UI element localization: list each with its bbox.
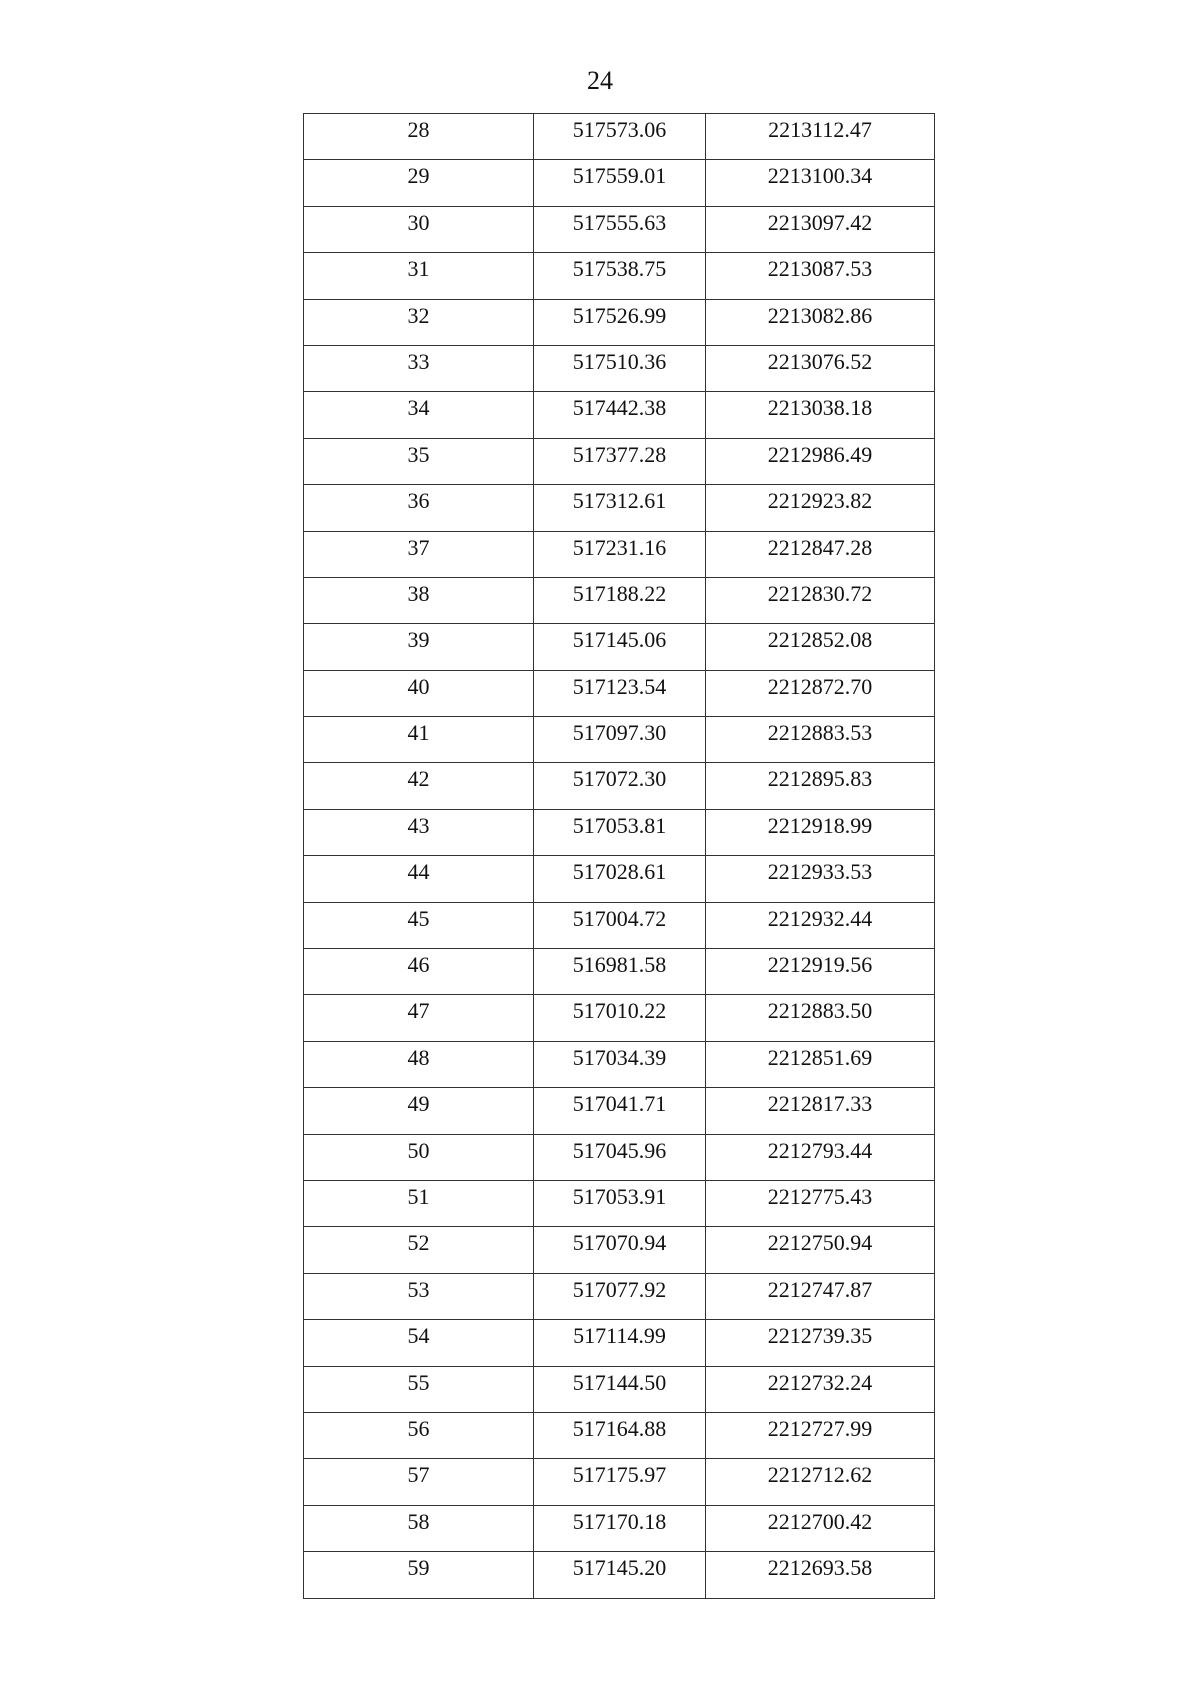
cell-text: 2212830.72: [767, 580, 873, 606]
y-coordinate-cell: [706, 902, 935, 948]
point-number-cell: [304, 577, 534, 623]
cell-text: 47: [407, 998, 430, 1024]
cell-text: 35: [407, 441, 430, 467]
y-coordinate-cell: [706, 949, 935, 995]
cell-text: 517555.63: [572, 209, 667, 235]
x-coordinate-cell: [534, 1320, 706, 1366]
cell-text: 517188.22: [572, 580, 667, 606]
y-coordinate-cell: [706, 1366, 935, 1412]
table-row: [304, 1552, 935, 1598]
cell-text: 517114.99: [573, 1323, 666, 1349]
y-coordinate-cell: [706, 670, 935, 716]
table-row: [304, 1366, 935, 1412]
y-coordinate-cell: [706, 1041, 935, 1087]
x-coordinate-cell: [534, 1227, 706, 1273]
point-number-cell: [304, 114, 534, 160]
cell-text: 2213087.53: [767, 256, 873, 282]
cell-text: 2213082.86: [767, 302, 873, 328]
x-coordinate-cell: [534, 670, 706, 716]
cell-text: 517045.96: [572, 1137, 667, 1163]
cell-text: 2212793.44: [767, 1137, 873, 1163]
x-coordinate-cell: [534, 345, 706, 391]
y-coordinate-cell: [706, 345, 935, 391]
cell-text: 2212895.83: [767, 766, 873, 792]
y-coordinate-cell: [706, 531, 935, 577]
cell-text: 2212883.53: [767, 720, 873, 746]
y-coordinate-cell: [706, 1552, 935, 1598]
x-coordinate-cell: [534, 809, 706, 855]
point-number-cell: [304, 438, 534, 484]
table-row: [304, 253, 935, 299]
cell-text: 517526.99: [572, 302, 667, 328]
cell-text: 2212817.33: [767, 1091, 873, 1117]
y-coordinate-cell: [706, 763, 935, 809]
y-coordinate-cell: [706, 856, 935, 902]
point-number-cell: [304, 624, 534, 670]
table-row: [304, 1320, 935, 1366]
x-coordinate-cell: [534, 114, 706, 160]
cell-text: 517070.94: [572, 1230, 667, 1256]
cell-text: 2212727.99: [767, 1415, 873, 1441]
cell-text: 2212923.82: [767, 488, 873, 514]
cell-text: 2212872.70: [767, 673, 873, 699]
cell-text: 30: [407, 209, 430, 235]
cell-text: 2212750.94: [767, 1230, 873, 1256]
cell-text: 2212919.56: [767, 952, 873, 978]
cell-text: 517077.92: [572, 1276, 667, 1302]
table-row: [304, 1273, 935, 1319]
table-row: [304, 1412, 935, 1458]
cell-text: 44: [407, 859, 430, 885]
cell-text: 517097.30: [572, 720, 667, 746]
y-coordinate-cell: [706, 1412, 935, 1458]
table-row: [304, 485, 935, 531]
point-number-cell: [304, 1412, 534, 1458]
cell-text: 517053.91: [572, 1183, 667, 1209]
cell-text: 517034.39: [572, 1044, 667, 1070]
cell-text: 32: [407, 302, 430, 328]
cell-text: 36: [407, 488, 430, 514]
x-coordinate-cell: [534, 577, 706, 623]
point-number-cell: [304, 485, 534, 531]
table-row: [304, 1041, 935, 1087]
point-number-cell: [304, 856, 534, 902]
point-number-cell: [304, 1088, 534, 1134]
y-coordinate-cell: [706, 1088, 935, 1134]
cell-text: 516981.58: [572, 952, 667, 978]
cell-text: 2212852.08: [767, 627, 873, 653]
y-coordinate-cell: [706, 624, 935, 670]
y-coordinate-cell: [706, 995, 935, 1041]
point-number-cell: [304, 1134, 534, 1180]
point-number-cell: [304, 206, 534, 252]
x-coordinate-cell: [534, 624, 706, 670]
cell-text: 2213076.52: [767, 348, 873, 374]
x-coordinate-cell: [534, 1505, 706, 1551]
table-row: [304, 902, 935, 948]
point-number-cell: [304, 160, 534, 206]
cell-text: 58: [407, 1508, 430, 1534]
cell-text: 2212932.44: [767, 905, 873, 931]
point-number-cell: [304, 299, 534, 345]
x-coordinate-cell: [534, 1134, 706, 1180]
cell-text: 45: [407, 905, 430, 931]
x-coordinate-cell: [534, 160, 706, 206]
cell-text: 517170.18: [572, 1508, 667, 1534]
x-coordinate-cell: [534, 856, 706, 902]
y-coordinate-cell: [706, 1505, 935, 1551]
cell-text: 34: [407, 395, 430, 421]
cell-text: 2212918.99: [767, 812, 873, 838]
x-coordinate-cell: [534, 531, 706, 577]
y-coordinate-cell: [706, 392, 935, 438]
table-row: [304, 1180, 935, 1226]
table-row: [304, 1134, 935, 1180]
cell-text: 56: [407, 1415, 430, 1441]
page-number: 24: [587, 66, 613, 95]
point-number-cell: [304, 345, 534, 391]
x-coordinate-cell: [534, 392, 706, 438]
point-number-cell: [304, 763, 534, 809]
cell-text: 517231.16: [572, 534, 667, 560]
point-number-cell: [304, 1505, 534, 1551]
cell-text: 2212700.42: [767, 1508, 873, 1534]
cell-text: 517312.61: [572, 488, 667, 514]
table-row: [304, 1459, 935, 1505]
cell-text: 57: [407, 1462, 430, 1488]
cell-text: 517164.88: [572, 1415, 667, 1441]
x-coordinate-cell: [534, 1412, 706, 1458]
cell-text: 517145.20: [572, 1555, 667, 1581]
x-coordinate-cell: [534, 1180, 706, 1226]
y-coordinate-cell: [706, 1459, 935, 1505]
cell-text: 2212847.28: [767, 534, 873, 560]
table-row: [304, 206, 935, 252]
point-number-cell: [304, 531, 534, 577]
cell-text: 42: [407, 766, 430, 792]
point-number-cell: [304, 1180, 534, 1226]
point-number-cell: [304, 1273, 534, 1319]
cell-text: 31: [407, 256, 430, 282]
cell-text: 517559.01: [572, 163, 667, 189]
cell-text: 517041.71: [572, 1091, 667, 1117]
x-coordinate-cell: [534, 1366, 706, 1412]
point-number-cell: [304, 1552, 534, 1598]
y-coordinate-cell: [706, 253, 935, 299]
cell-text: 53: [407, 1276, 430, 1302]
cell-text: 517144.50: [572, 1369, 667, 1395]
cell-text: 517123.54: [572, 673, 667, 699]
table-row: [304, 670, 935, 716]
point-number-cell: [304, 670, 534, 716]
point-number-cell: [304, 253, 534, 299]
y-coordinate-cell: [706, 485, 935, 531]
x-coordinate-cell: [534, 438, 706, 484]
table-row: [304, 392, 935, 438]
cell-text: 59: [407, 1555, 430, 1581]
cell-text: 50: [407, 1137, 430, 1163]
table-row: [304, 1088, 935, 1134]
table-row: [304, 624, 935, 670]
cell-text: 28: [407, 117, 430, 142]
cell-text: 517573.06: [572, 117, 667, 142]
y-coordinate-cell: [706, 299, 935, 345]
point-number-cell: [304, 1320, 534, 1366]
y-coordinate-cell: [706, 160, 935, 206]
y-coordinate-cell: [706, 1320, 935, 1366]
x-coordinate-cell: [534, 763, 706, 809]
cell-text: 52: [407, 1230, 430, 1256]
table-row: [304, 438, 935, 484]
y-coordinate-cell: [706, 1180, 935, 1226]
cell-text: 2212693.58: [767, 1555, 873, 1581]
cell-text: 2212739.35: [767, 1323, 873, 1349]
cell-text: 51: [407, 1183, 430, 1209]
cell-text: 517145.06: [572, 627, 667, 653]
table-row: [304, 1505, 935, 1551]
table-row: [304, 577, 935, 623]
point-number-cell: [304, 949, 534, 995]
table-row: [304, 856, 935, 902]
table-row: [304, 717, 935, 763]
table-row: [304, 809, 935, 855]
x-coordinate-cell: [534, 717, 706, 763]
point-number-cell: [304, 1041, 534, 1087]
cell-text: 2212851.69: [767, 1044, 873, 1070]
cell-text: 517004.72: [572, 905, 667, 931]
y-coordinate-cell: [706, 438, 935, 484]
point-number-cell: [304, 995, 534, 1041]
point-number-cell: [304, 1227, 534, 1273]
cell-text: 2213097.42: [767, 209, 873, 235]
y-coordinate-cell: [706, 114, 935, 160]
cell-text: 517175.97: [572, 1462, 667, 1488]
x-coordinate-cell: [534, 1552, 706, 1598]
cell-text: 38: [407, 580, 430, 606]
y-coordinate-cell: [706, 1273, 935, 1319]
y-coordinate-cell: [706, 206, 935, 252]
table-row: [304, 299, 935, 345]
cell-text: 517072.30: [572, 766, 667, 792]
table-row: [304, 763, 935, 809]
cell-text: 517377.28: [572, 441, 667, 467]
table-row: [304, 949, 935, 995]
table-row: [304, 995, 935, 1041]
point-number-cell: [304, 717, 534, 763]
x-coordinate-cell: [534, 1459, 706, 1505]
cell-text: 40: [407, 673, 430, 699]
coordinates-table: [303, 113, 935, 1599]
cell-text: 517538.75: [572, 256, 667, 282]
x-coordinate-cell: [534, 1273, 706, 1319]
cell-text: 517010.22: [572, 998, 667, 1024]
cell-text: 517028.61: [572, 859, 667, 885]
table-row: [304, 114, 935, 160]
cell-text: 48: [407, 1044, 430, 1070]
y-coordinate-cell: [706, 809, 935, 855]
cell-text: 517053.81: [572, 812, 667, 838]
y-coordinate-cell: [706, 717, 935, 763]
table-row: [304, 531, 935, 577]
x-coordinate-cell: [534, 206, 706, 252]
cell-text: 41: [407, 720, 430, 746]
cell-text: 2213038.18: [767, 395, 873, 421]
x-coordinate-cell: [534, 1041, 706, 1087]
cell-text: 39: [407, 627, 430, 653]
x-coordinate-cell: [534, 299, 706, 345]
cell-text: 2213100.34: [767, 163, 873, 189]
point-number-cell: [304, 902, 534, 948]
point-number-cell: [304, 392, 534, 438]
cell-text: 37: [407, 534, 430, 560]
cell-text: 46: [407, 952, 430, 978]
cell-text: 33: [407, 348, 430, 374]
x-coordinate-cell: [534, 253, 706, 299]
cell-text: 29: [407, 163, 430, 189]
point-number-cell: [304, 1366, 534, 1412]
cell-text: 517442.38: [572, 395, 667, 421]
table-row: [304, 1227, 935, 1273]
cell-text: 2212732.24: [767, 1369, 873, 1395]
cell-text: 55: [407, 1369, 430, 1395]
coordinates-table-body: [304, 114, 935, 1599]
cell-text: 2212712.62: [767, 1462, 873, 1488]
cell-text: 2212986.49: [767, 441, 873, 467]
cell-text: 2213112.47: [768, 117, 872, 142]
x-coordinate-cell: [534, 485, 706, 531]
cell-text: 43: [407, 812, 430, 838]
point-number-cell: [304, 1459, 534, 1505]
cell-text: 49: [407, 1091, 430, 1117]
x-coordinate-cell: [534, 995, 706, 1041]
point-number-cell: [304, 809, 534, 855]
x-coordinate-cell: [534, 902, 706, 948]
cell-text: 2212747.87: [767, 1276, 873, 1302]
cell-text: 2212775.43: [767, 1183, 873, 1209]
cell-text: 2212933.53: [767, 859, 873, 885]
table-row: [304, 160, 935, 206]
cell-text: 54: [407, 1323, 430, 1349]
x-coordinate-cell: [534, 1088, 706, 1134]
y-coordinate-cell: [706, 1227, 935, 1273]
cell-text: 2212883.50: [767, 998, 873, 1024]
y-coordinate-cell: [706, 1134, 935, 1180]
cell-text: 517510.36: [572, 348, 667, 374]
table-row: [304, 345, 935, 391]
y-coordinate-cell: [706, 577, 935, 623]
x-coordinate-cell: [534, 949, 706, 995]
